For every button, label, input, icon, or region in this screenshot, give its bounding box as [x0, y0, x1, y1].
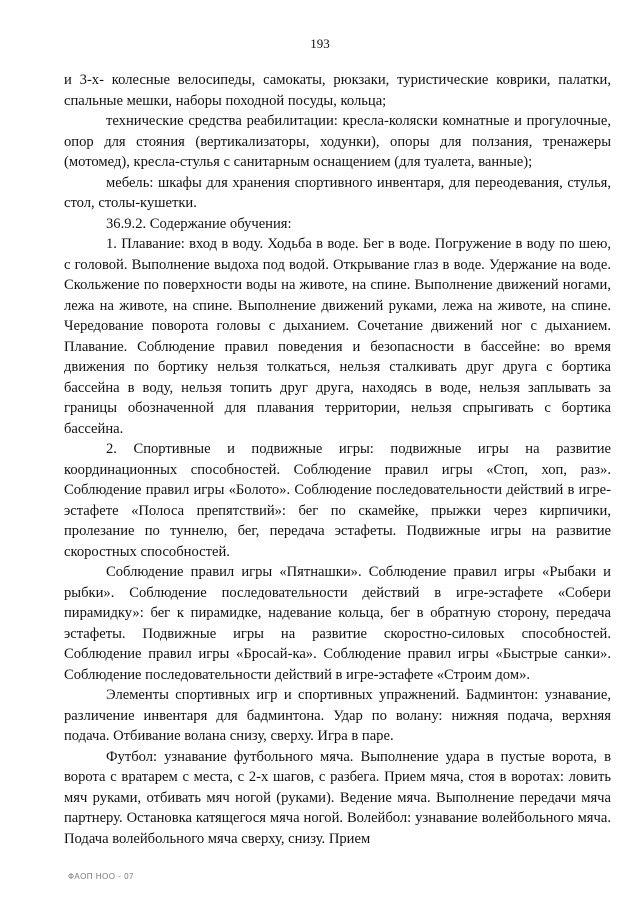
document-body	[64, 70, 611, 849]
paragraph-rehab-equipment: технические средства реабилитации: кресла-коляски комнатные и прогулочные, опор для стояния (вертикализаторы, ходунки), опоры для ползания, тренажеры (мотомед), кресла-стулья с санитарным оснащением (для туалета, ванные);	[64, 113, 611, 170]
paragraph-furniture: мебель: шкафы для хранения спортивного инвентаря, для переодевания, стулья, стол, столы-кушетки.	[64, 174, 611, 211]
paragraph-football-volleyball: Футбол: узнавание футбольного мяча. Выполнение удара в пустые ворота, в ворота с вратарем с места, с 2-х шагов, с разбега. Прием мяча, стоя в воротах: ловить мяч руками, отбивать мяч ногой (руками). Ведение мяча. Выполнение передачи мяча партнеру. Остановка катящегося мяча ногой. Волейбол: узнавание волейбольного мяча. Подача волейбольного мяча сверху, снизу. Прием	[64, 748, 611, 847]
paragraph-games-continued: Соблюдение правил игры «Пятнашки». Соблюдение правил игры «Рыбаки и рыбки». Соблюдение последовательности действий в игре-эстафете «Собери пирамидку»: бег к пирамидке, надевание кольца, бег в обратную сторону, передача эстафеты. Подвижные игры на развитие скоростно-силовых способностей. Соблюдение правил игры «Бросай-ка». Соблюдение правил игры «Быстрые санки». Соблюдение последовательности действий в игре-эстафете «Строим дом».	[64, 564, 611, 683]
paragraph-swimming: 1. Плавание: вход в воду. Ходьба в воде. Бег в воде. Погружение в воду по шею, с головой. Выполнение выдоха под водой. Открывание глаз в воде. Удержание на воде. Скольжение по поверхности воды на животе, на спине. Выполнение движений ногами, лежа на животе, на спине. Выполнение движений руками, лежа на животе, на спине. Чередование поворота головы с дыханием. Сочетание движений ног с дыханием. Плавание. Соблюдение правил поведения и безопасности в бассейне: во время движения по бортику нельзя толкаться, нельзя сталкивать друг друга с бортика бассейна в воду, нельзя топить друг друга, находясь в воде, нельзя заплывать за границы обозначенной для плавания территории, нельзя спрыгивать с бортика бассейна.	[64, 236, 611, 437]
page-number: 193	[310, 36, 330, 51]
paragraph-badminton: Элементы спортивных игр и спортивных упражнений. Бадминтон: узнавание, различение инвентаря для бадминтона. Удар по волану: нижняя подача, верхняя подача. Отбивание волана снизу, сверху. Игра в паре.	[64, 687, 611, 744]
section-heading: 36.9.2. Содержание обучения:	[106, 215, 292, 232]
paragraph-games: 2. Спортивные и подвижные игры: подвижные игры на развитие координационных способностей. Соблюдение правил игры «Стоп, хоп, раз». Соблюдение правил игры «Болото». Соблюдение последовательности действий в игре-эстафете «Полоса препятствий»: бег по скамейке, прыжки через кирпичики, пролезание по туннелю, бег, передача эстафеты. Подвижные игры на развитие скоростных способностей.	[64, 441, 611, 560]
footer-stamp: ФАОП НОО - 07	[68, 872, 134, 881]
paragraph-equipment-list: и 3-х- колесные велосипеды, самокаты, рюкзаки, туристические коврики, палатки, спальные мешки, наборы походной посуды, кольца;	[64, 72, 611, 109]
